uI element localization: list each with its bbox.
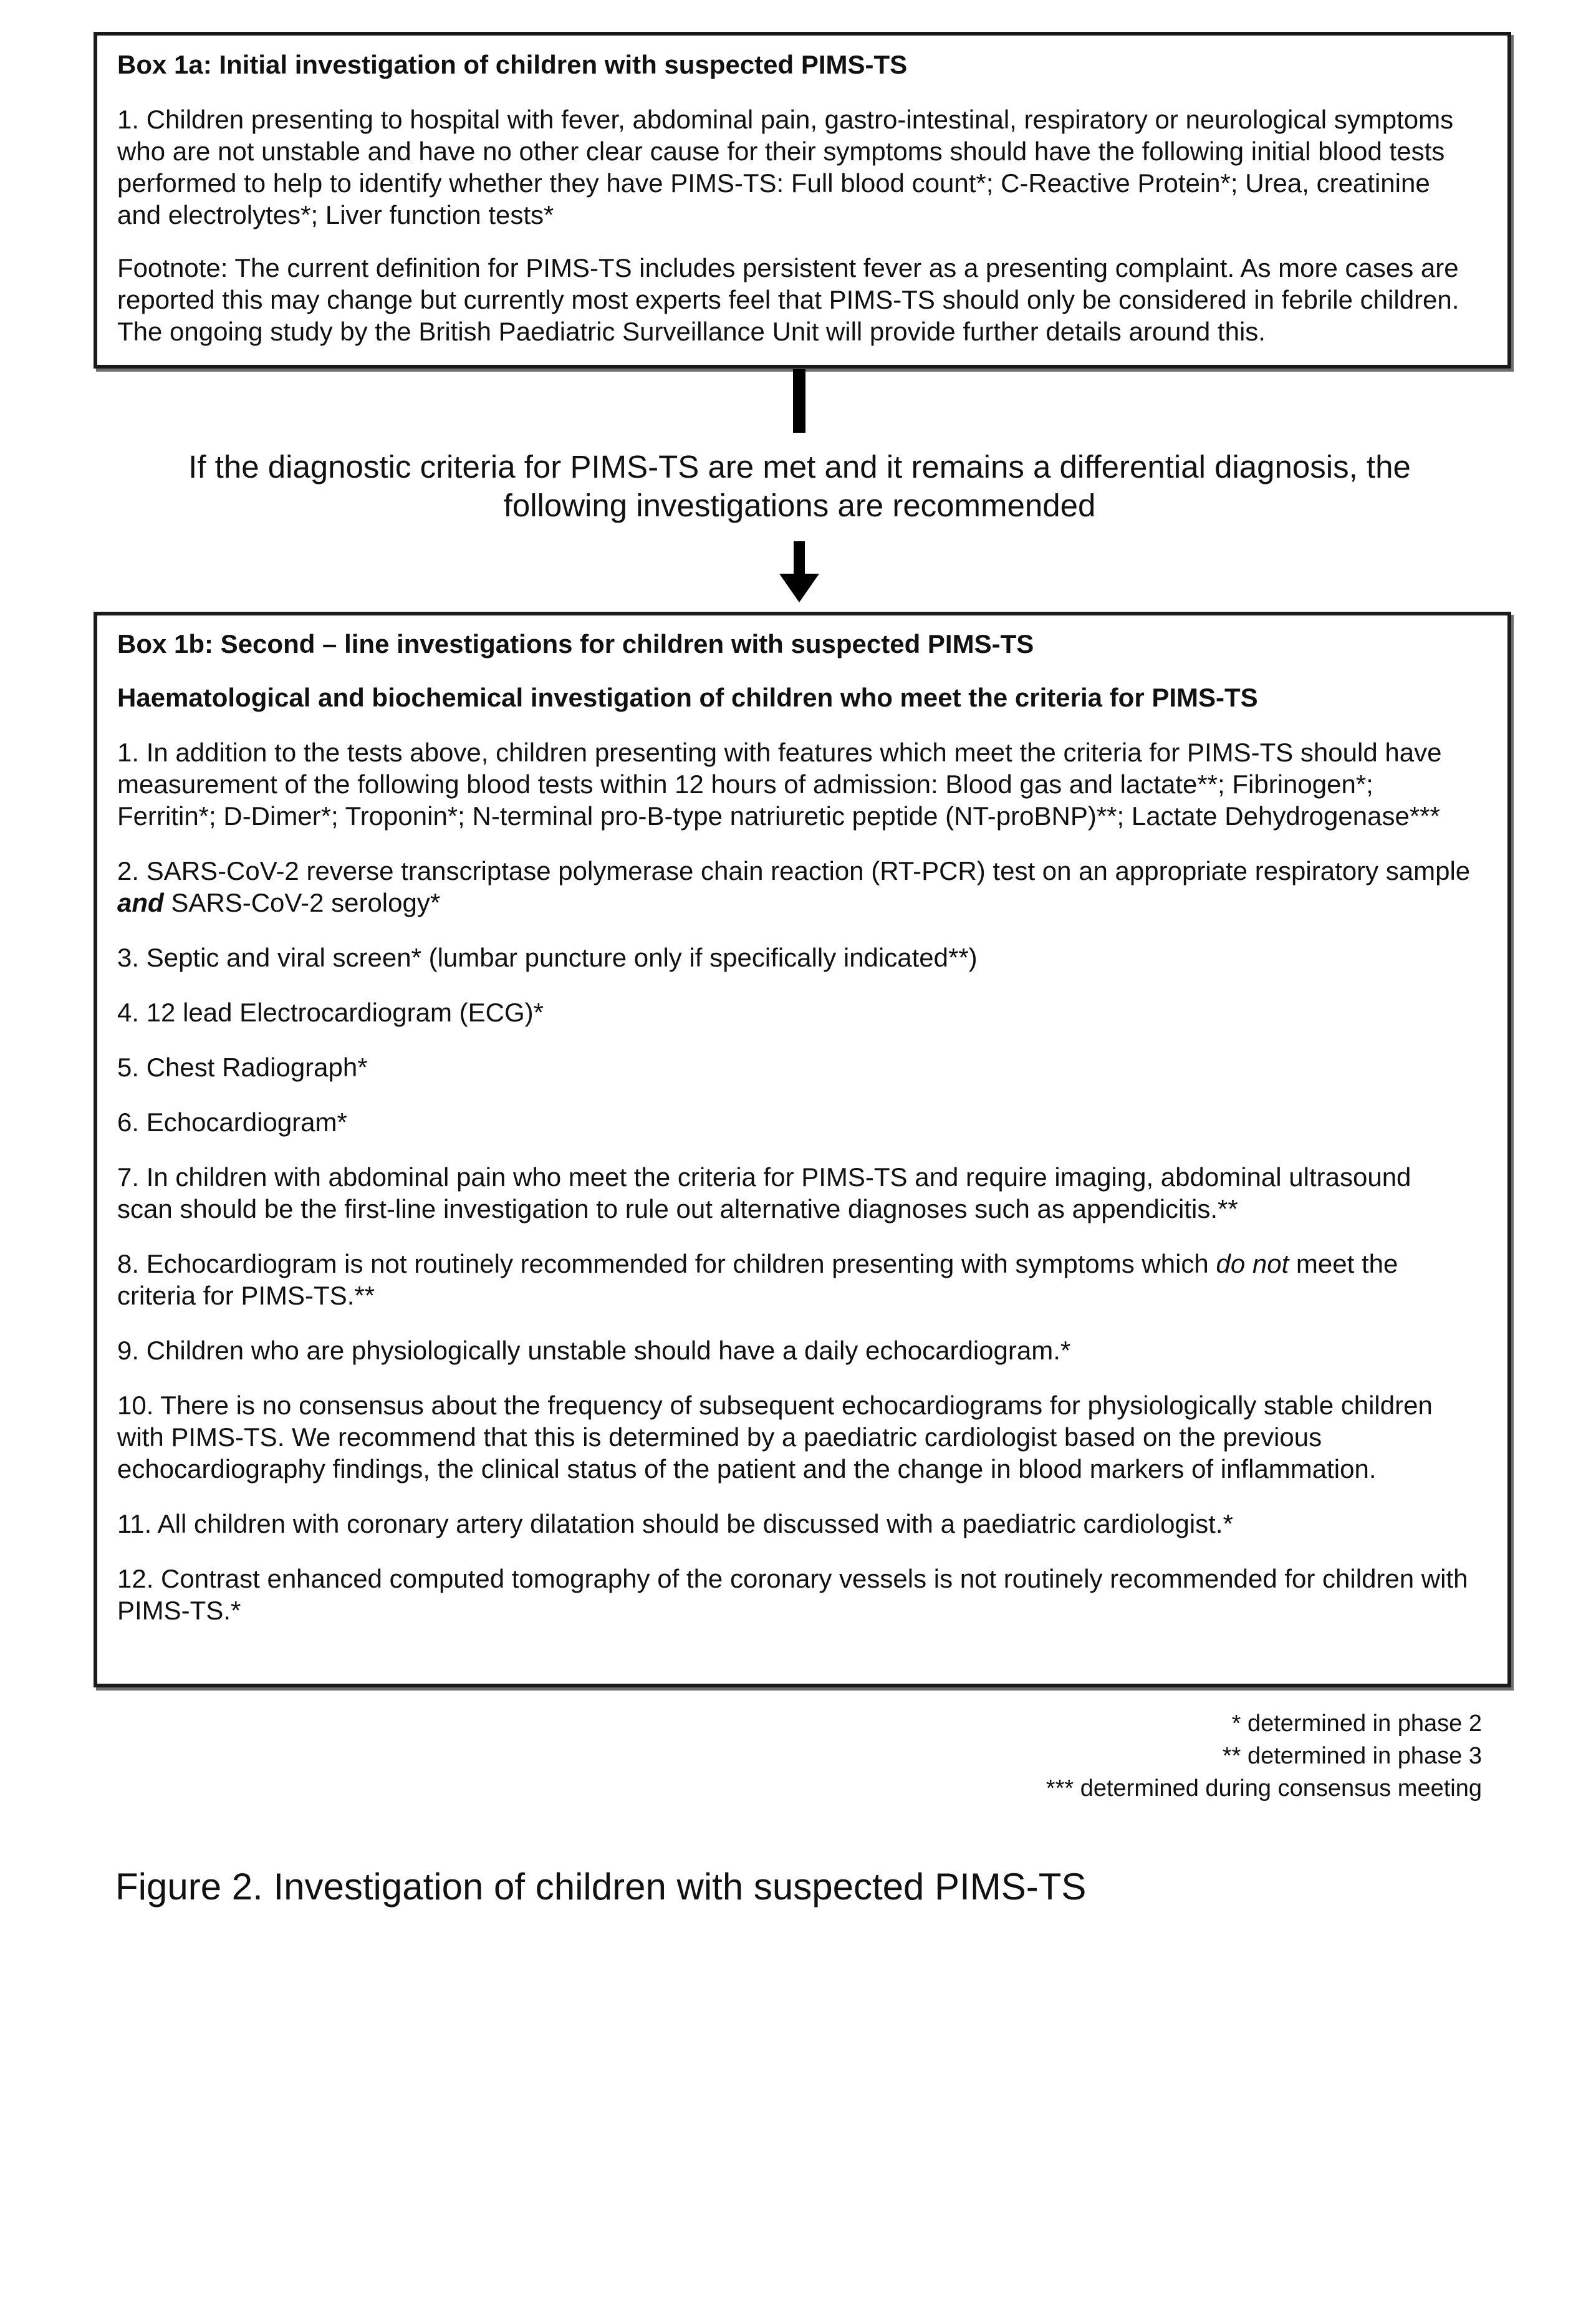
box-1b-item-1: 1. In addition to the tests above, children presenting with features which meet the criteria for PIMS-TS should have measurement of the following blood tests within 12 hours of admission: Blood gas and lactate**; Fibrinogen*; Ferritin*; D-Dimer*; Troponin*; N-terminal pro-B-type natriuretic peptide (NT-proBNP)**; Lactate Dehydrogenase*** [117, 738, 1442, 831]
box-1b-item-8-text-start: 8. Echocardiogram is not routinely recommended for children presenting with symptoms which [117, 1249, 1216, 1278]
connector-line [793, 369, 805, 433]
box-1b-item-12: 12. Contrast enhanced computed tomography of the coronary vessels is not routinely recommended for children with PIMS-TS.* [117, 1564, 1468, 1625]
box-1b-item-2 [117, 855, 1473, 919]
box-1a-initial-investigation [94, 32, 1511, 369]
legend-phase-3: ** determined in phase 3 [1222, 1743, 1482, 1769]
box-1a-item-1: 1. Children presenting to hospital with fever, abdominal pain, gastro-intestinal, respiratory or neurological symptoms who are not unstable and have no other clear cause for their symptoms should have the following initial blood tests performed to help to identify whether they have PIMS-TS: Full blood count*; C-Reactive Protein*; Urea, creatinine and electrolytes*; Liver function tests* [117, 105, 1454, 229]
box-1b-item-5: 5. Chest Radiograph* [117, 1053, 368, 1082]
legend-phase-2: * determined in phase 2 [1231, 1710, 1482, 1737]
box-1b-title: Box 1b: Second – line investigations for children with suspected PIMS-TS [117, 629, 1034, 659]
box-1b-item-8-text-end: meet the criteria for PIMS-TS.** [117, 1249, 1398, 1310]
box-1b-item-10: 10. There is no consensus about the frequency of subsequent echocardiograms for physiologically stable children with PIMS-TS. We recommend that this is determined by a paediatric cardiologist based on the previous echocardiography findings, the clinical status of the patient and the change in blood markers of inflammation. [117, 1391, 1433, 1483]
box-1b-item-8-emphasis: do not [1216, 1249, 1289, 1278]
box-1b-item-7: 7. In children with abdominal pain who meet the criteria for PIMS-TS and require imaging, abdominal ultrasound scan should be the first-line investigation to rule out alternative diagnoses such as appendicitis.** [117, 1162, 1411, 1223]
box-1b-item-6: 6. Echocardiogram* [117, 1107, 347, 1137]
box-1b-item-4: 4. 12 lead Electrocardiogram (ECG)* [117, 998, 544, 1027]
down-arrow-icon [779, 541, 819, 604]
legend [1046, 1707, 1482, 1805]
box-1b-item-2-text-start: 2. SARS-CoV-2 reverse transcriptase polymerase chain reaction (RT-PCR) test on an appropriate respiratory sample [117, 856, 1471, 885]
connector-text: If the diagnostic criteria for PIMS-TS are met and it remains a differential diagnosis, the following investigations are recommended [188, 449, 1411, 523]
box-1b-item-2-text-end: SARS-CoV-2 serology* [163, 888, 441, 917]
box-1a-footnote: Footnote: The current definition for PIMS-TS includes persistent fever as a presenting complaint. As more cases are reported this may change but currently most experts feel that PIMS-TS should only be considered in febrile children. The ongoing study by the British Paediatric Surveillance Unit will provide further details around this. [117, 253, 1459, 346]
box-1b-item-3: 3. Septic and viral screen* (lumbar puncture only if specifically indicated**) [117, 943, 978, 972]
box-1b-item-2-emphasis: and [117, 888, 164, 917]
box-1b-item-9: 9. Children who are physiologically unstable should have a daily echocardiogram.* [117, 1336, 1071, 1365]
box-1a-title: Box 1a: Initial investigation of children with suspected PIMS-TS [117, 50, 908, 79]
box-1b-second-line-investigations [94, 612, 1511, 1687]
box-1b-subtitle: Haematological and biochemical investigation of children who meet the criteria for PIMS-TS [117, 683, 1258, 712]
box-1b-item-8 [117, 1248, 1473, 1311]
box-1b-item-11: 11. All children with coronary artery dilatation should be discussed with a paediatric cardiologist.* [117, 1509, 1233, 1538]
figure-caption: Figure 2. Investigation of children with suspected PIMS-TS [115, 1866, 1087, 1908]
legend-consensus: *** determined during consensus meeting [1046, 1775, 1482, 1802]
